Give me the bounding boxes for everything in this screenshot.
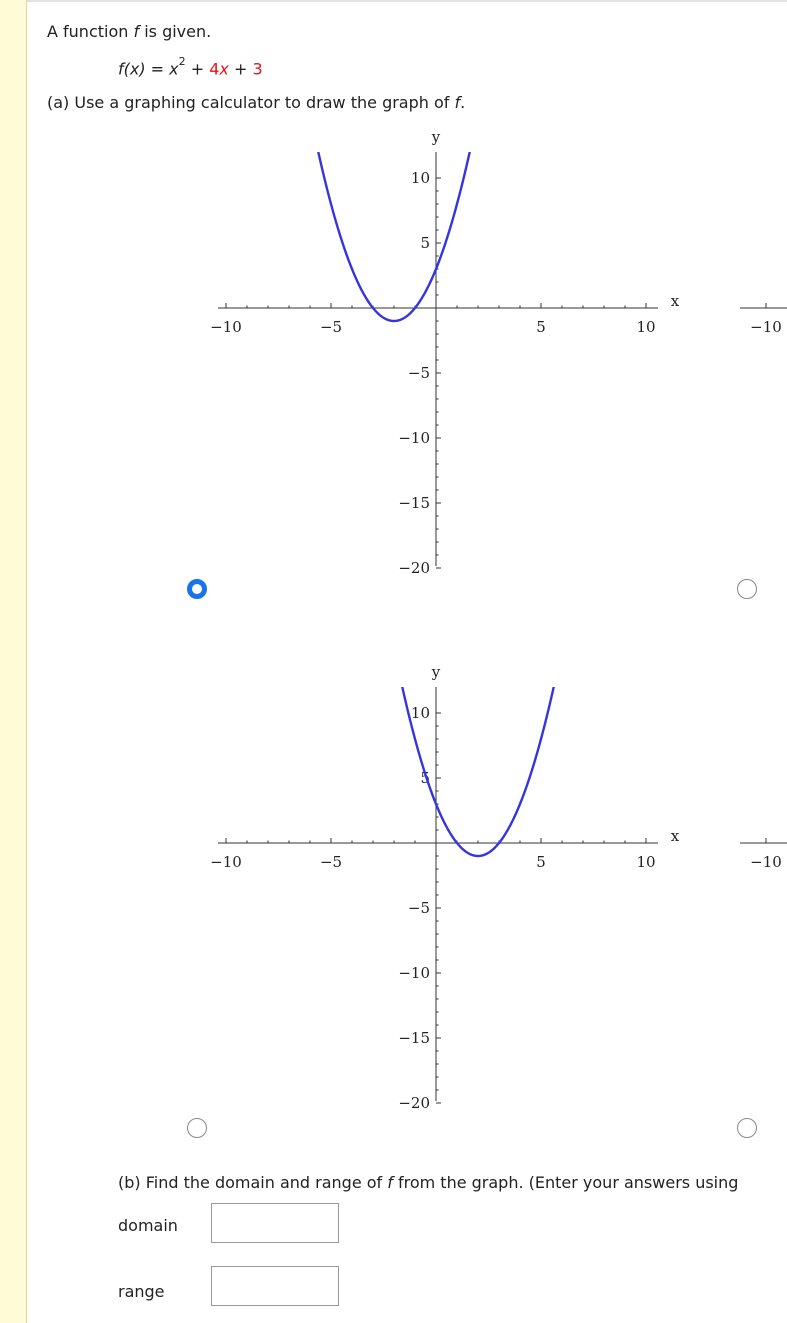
domain-label: domain: [118, 1216, 178, 1235]
part-b-prompt: (b) Find the domain and range of f from the graph. (Enter your answers using: [118, 1173, 739, 1192]
question-sidebar: [0, 0, 27, 1323]
x-tick-label: −10: [750, 318, 782, 336]
x-tick-label: 10: [636, 853, 656, 871]
parabola-curve: [289, 120, 472, 321]
x-tick-label: −10: [750, 853, 782, 871]
y-tick-label: 5: [420, 769, 430, 787]
x-tick-label: −5: [319, 318, 343, 336]
range-input[interactable]: [211, 1266, 339, 1306]
part-a-prompt: (a) Use a graphing calculator to draw the graph of f.: [47, 93, 466, 112]
y-axis-label: y: [431, 663, 441, 681]
y-tick-label: 10: [410, 169, 430, 187]
domain-input[interactable]: [211, 1203, 339, 1243]
range-label: range: [118, 1282, 165, 1301]
function-formula: $f(x) = x^2 + 4x + 3$: [118, 55, 263, 79]
y-tick-label: −15: [398, 494, 430, 512]
graph-radio-c[interactable]: [737, 579, 757, 599]
y-tick-label: −10: [398, 964, 430, 982]
x-tick-label: −10: [210, 318, 242, 336]
graph-option-a: [195, 120, 695, 610]
x-tick-label: 5: [536, 853, 546, 871]
x-tick-label: 5: [536, 318, 546, 336]
y-tick-label: 10: [410, 704, 430, 722]
graph-option-b: [195, 655, 695, 1145]
graph-radio-d[interactable]: [737, 1118, 757, 1138]
x-tick-label: −5: [319, 853, 343, 871]
y-tick-label: −20: [398, 1094, 430, 1112]
x-axis-label: x: [670, 292, 680, 310]
y-tick-label: 5: [420, 234, 430, 252]
x-tick-label: −10: [210, 853, 242, 871]
graph-option-c: [740, 120, 787, 350]
graph-option-d: [740, 655, 787, 885]
y-tick-label: −5: [407, 899, 430, 917]
problem-intro: A function f is given.: [47, 22, 212, 41]
parabola-curve: [400, 655, 583, 856]
y-tick-label: −10: [398, 429, 430, 447]
y-tick-label: −15: [398, 1029, 430, 1047]
graph-radio-b[interactable]: [187, 1118, 207, 1138]
y-tick-label: −5: [407, 364, 430, 382]
y-axis-label: y: [431, 128, 441, 146]
x-tick-label: 10: [636, 318, 656, 336]
top-divider: [0, 0, 787, 2]
x-axis-label: x: [670, 827, 680, 845]
graph-radio-a[interactable]: [187, 579, 207, 599]
y-tick-label: −20: [398, 559, 430, 577]
